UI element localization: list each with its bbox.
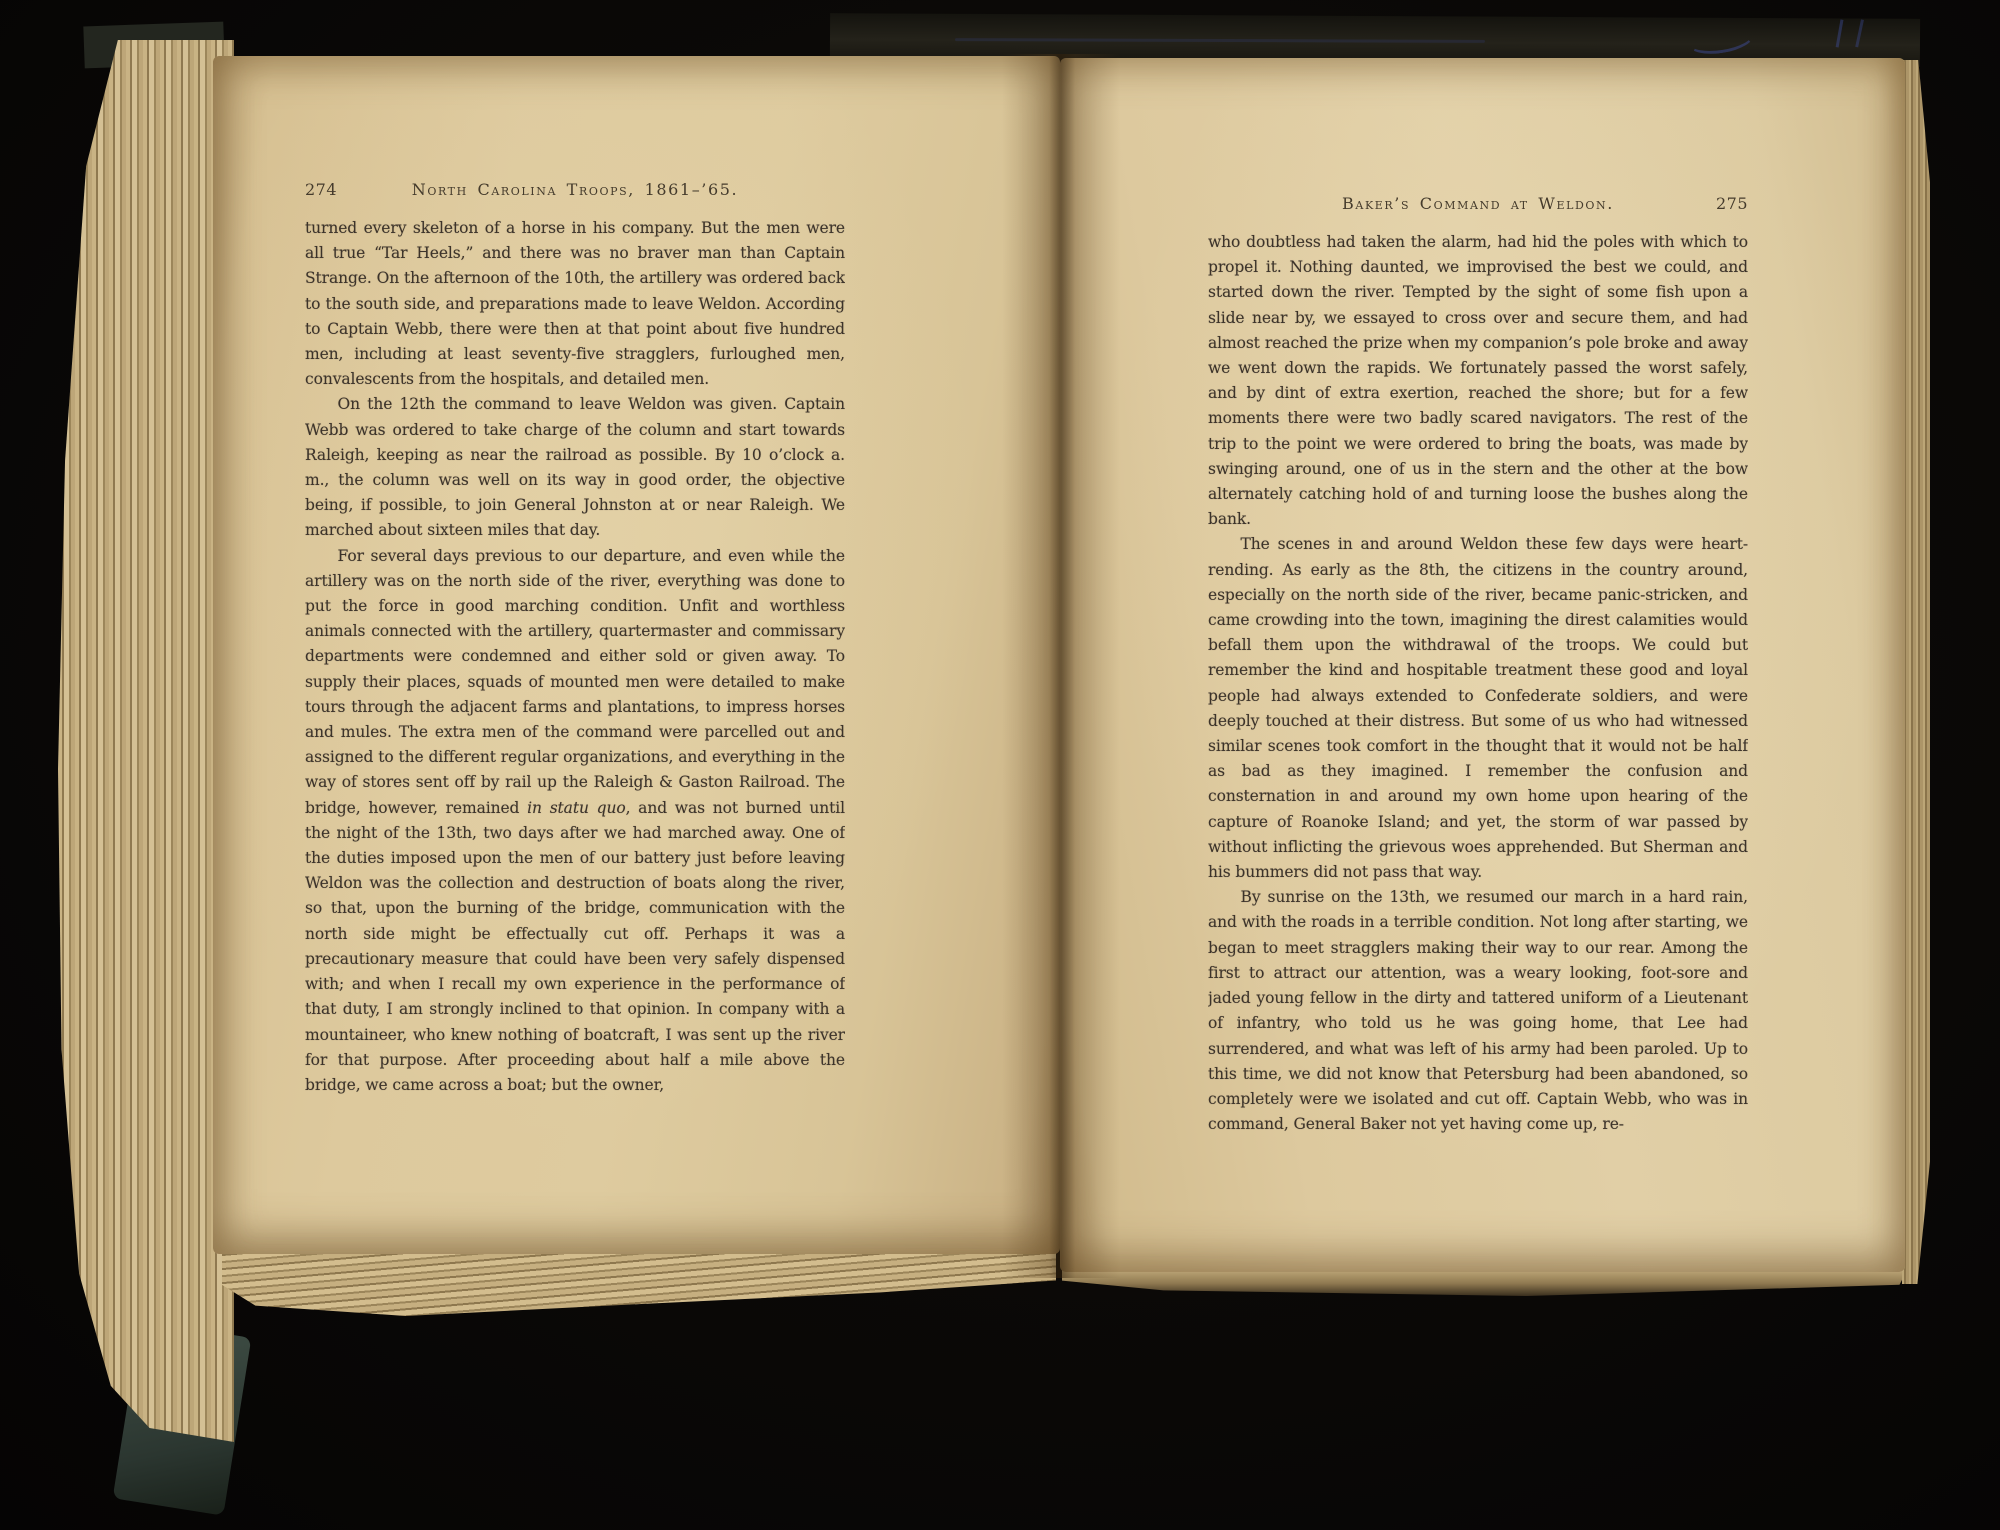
paragraph [1208, 532, 1748, 885]
text-run: For several days previous to our departure, and even while the artillery was on the north side of the river, everything was done to put the force in good marching condition. Unfit and worthless animals connected with the artillery, quartermaster and commissary departments were condemned and either sold or given away. To supply their places, squads of mounted men were detailed to make tours through the adjacent farms and plantations, to impress horses and mules. The extra men of the command were parcelled out and assigned to the different regular organizations, and everything in the way of stores sent off by rail up the Raleigh & Gaston Railroad. The bridge, however, remained [305, 546, 845, 817]
page-edges-left [58, 40, 234, 1442]
paragraph [305, 216, 845, 392]
left-page-number: 274 [305, 180, 338, 199]
paragraph [1208, 230, 1748, 532]
text-run: , and was not burned until the night of the 13th, two days after we had marched away. One of the duties imposed upon the men of our battery just before leaving Weldon was the collection and destruction of boats along the river, so that, upon the burning of the bridge, communication with the north side might be effectually cut off. Perhaps it was a precautionary measure that could have been very safely dispensed with; and when I recall my own experience in the performance of that duty, I am strongly inclined to that opinion. In company with a mountaineer, who knew nothing of boatcraft, I was sent up the river for that purpose. After proceeding about half a mile above the bridge, we came across a boat; but the owner, [305, 798, 845, 1094]
text-run: turned every skeleton of a horse in his company. But the men were all true “Tar Heels,” and there was no braver man than Captain Strange. On the afternoon of the 10th, the artillery was ordered back to the south side, and preparations made to leave Weldon. According to Captain Webb, there were then at that point about five hundred men, including at least seventy-five stragglers, furloughed men, convalescents from the hospitals, and detailed men. [305, 219, 845, 389]
right-page-header [1208, 194, 1748, 213]
text-run: who doubtless had taken the alarm, had hid the poles with which to propel it. Nothing daunted, we improvised the best we could, and started down the river. Tempted by the sight of some fish upon a slide near by, we essayed to cross over and secure them, and had almost reached the prize when my companion’s pole broke and away we went down the rapids. We fortunately passed the worst safely, and by dint of extra exertion, reached the shore; but for a few moments there were two badly scared navigators. The rest of the trip to the point we were ordered to bring the boats, was made by swinging around, one of us in the stern and the other at the bow alternately catching hold of and turning loose the bushes along the bank. [1208, 233, 1748, 529]
left-page-header [305, 180, 845, 199]
page-edges-right [1902, 60, 1930, 1284]
right-page-inner [1060, 58, 1905, 1272]
right-page-number: 275 [1715, 194, 1748, 213]
paragraph [305, 544, 845, 1098]
left-running-header: North Carolina Troops, 1861–’65. [411, 180, 739, 199]
right-running-header: Baker’s Command at Weldon. [1342, 194, 1614, 213]
left-page-inner [213, 56, 1060, 1254]
paragraph [1208, 885, 1748, 1137]
text-run: On the 12th the command to leave Weldon was given. Captain Webb was ordered to take charge of the column and start towards Raleigh, keeping as near the railroad as possible. By 10 o’clock a. m., the column was well on its way in good order, the objective being, if possible, to join General Johnston at or near Raleigh. We marched about sixteen miles that day. [305, 395, 845, 540]
left-page [213, 56, 1060, 1254]
page-edges-bottom-right [1062, 1268, 1908, 1296]
italic-phrase: in statu quo [527, 798, 626, 817]
text-run: By sunrise on the 13th, we resumed our march in a hard rain, and with the roads in a terrible condition. Not long after starting, we began to meet stragglers making their way to our rear. Among the first to attract our attention, was a weary looking, foot-sore and jaded young fellow in the dirty and tattered uniform of a Lieutenant of infantry, who told us he was going home, that Lee had surrendered, and what was left of his army had been paroled. Up to this time, we did not know that Petersburg had been abandoned, so completely were we isolated and cut off. Captain Webb, who was in command, General Baker not yet having come up, re- [1208, 888, 1748, 1134]
left-page-body [305, 216, 845, 1098]
text-run: The scenes in and around Weldon these few days were heart-rending. As early as the 8th, the citizens in the country around, especially on the north side of the river, became panic-stricken, and came crowding into the town, imagining the direst calamities would befall them upon the withdrawal of the troops. We could but remember the kind and hospitable treatment these good and loyal people had always extended to Confederate soldiers, and were deeply touched at their distress. But some of us who had witnessed similar scenes took comfort in the thought that it would not be half as bad as they imagined. I remember the confusion and consternation in and around my own home upon hearing of the capture of Roanoke Island; and yet, the storm of war passed by without inflicting the grievous woes apprehended. But Sherman and his bummers did not pass that way. [1208, 535, 1748, 882]
right-page-body [1208, 230, 1748, 1137]
right-page [1060, 58, 1905, 1272]
paragraph [305, 392, 845, 543]
